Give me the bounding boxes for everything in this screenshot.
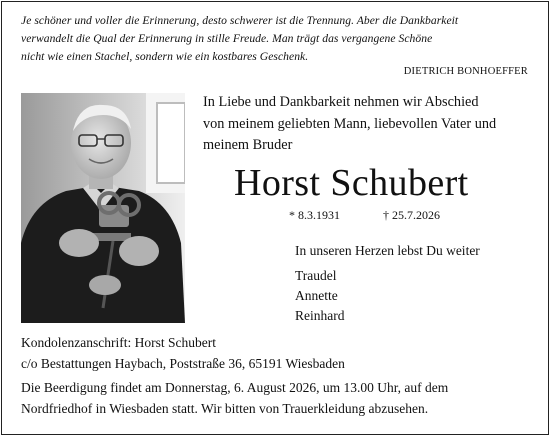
intro-line: In Liebe und Dankbarkeit nehmen wir Abschied [203, 94, 479, 110]
mourners-list [295, 266, 345, 326]
deceased-name: Horst Schubert [234, 162, 469, 204]
condolence-address [21, 333, 541, 374]
quote-line: Je schöner und voller die Erinnerung, desto schwerer ist die Trennung. Aber die Dankbarkeit [21, 14, 459, 27]
quote-author: DIETRICH BONHOEFFER [403, 66, 528, 77]
birth-date: * 8.3.1931 [289, 208, 340, 222]
mourner-name: Reinhard [295, 308, 345, 323]
intro-text [203, 92, 533, 157]
intro-line: meinem Bruder [203, 137, 293, 153]
address-line: c/o Bestattungen Haybach, Poststraße 36, 65191 Wiesbaden [21, 355, 345, 371]
motto: In unseren Herzen lebst Du weiter [295, 243, 480, 258]
intro-line: von meinem geliebten Mann, liebevollen Vater und [203, 115, 497, 132]
mourner-name: Annette [295, 288, 338, 303]
funeral-info [21, 377, 541, 419]
quote-line: verwandelt die Qual der Erinnerung in stille Freude. Man trägt das vergangene Schöne [21, 32, 433, 45]
quote-line: nicht wie einen Stachel, sondern wie ein kostbares Geschenk. [21, 50, 309, 63]
mourner-name: Traudel [295, 268, 337, 283]
address-line: Kondolenzanschrift: Horst Schubert [21, 335, 216, 350]
portrait-illustration [21, 93, 185, 323]
death-date: † 25.7.2026 [383, 208, 440, 222]
quote [21, 12, 541, 66]
funeral-line: Nordfriedhof in Wiesbaden statt. Wir bitten von Trauerkleidung abzusehen. [21, 401, 429, 416]
portrait-photo [21, 93, 185, 323]
funeral-line: Die Beerdigung findet am Donnerstag, 6. August 2026, um 13.00 Uhr, auf dem [21, 380, 449, 395]
